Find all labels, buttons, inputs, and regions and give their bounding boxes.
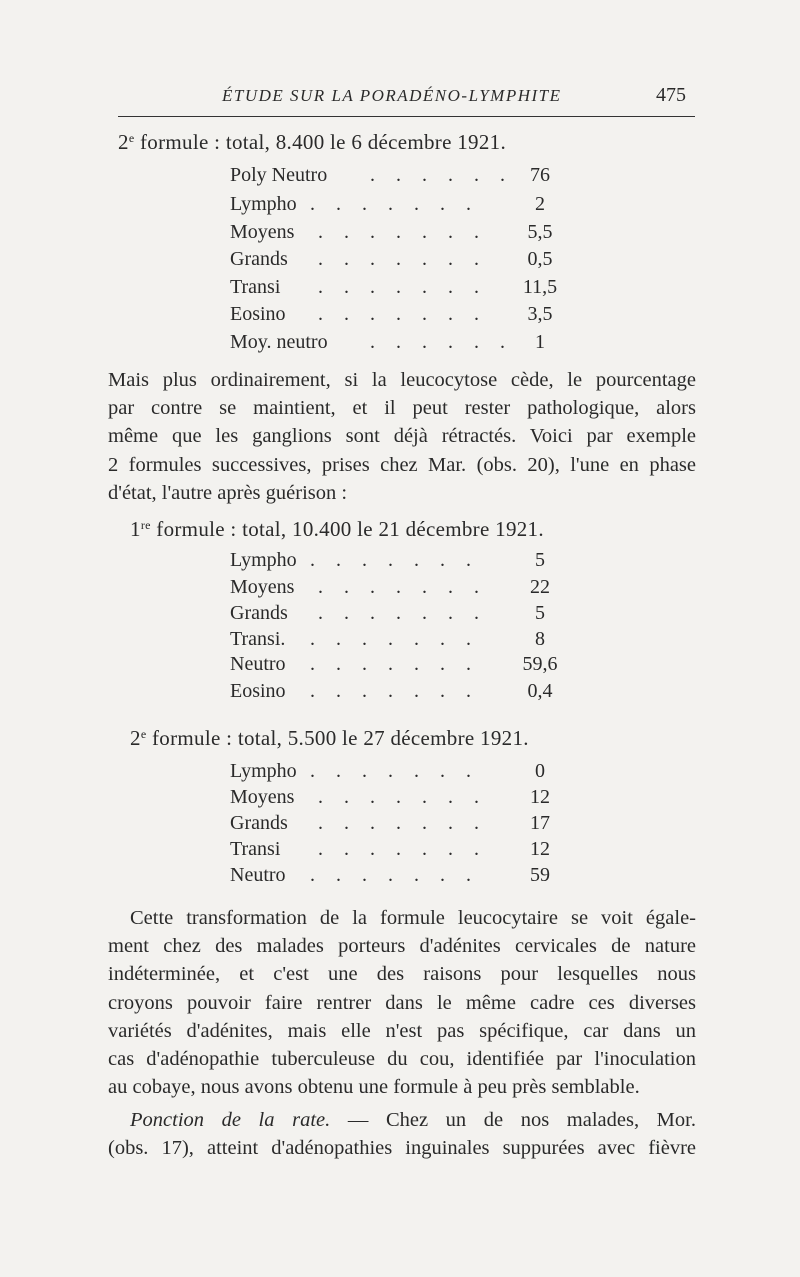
formula-2-number: 1 (130, 517, 141, 541)
text-line: par contre se maintient, et il peut rester pathologique, alors (108, 397, 696, 420)
text-line: d'état, l'autre après guérison : (108, 481, 348, 504)
row-label: Poly Neutro (230, 164, 328, 186)
row-label: Neutro (230, 864, 286, 886)
paragraph-1 (108, 366, 696, 507)
formula-3-row (230, 864, 575, 890)
row-dots: . . . . . . . (318, 838, 487, 860)
row-value: 76 (530, 164, 550, 186)
formula-1-row (230, 248, 575, 274)
formula-2-row (230, 549, 575, 575)
row-value: 22 (530, 576, 550, 598)
row-dots: . . . . . . (370, 331, 513, 353)
row-dots: . . . . . . . (310, 549, 479, 571)
row-dots: . . . . . . . (318, 602, 487, 624)
text-line: cas d'adénopathie tuberculeuse du cou, identifiée par l'inoculation (108, 1047, 696, 1070)
row-label: Eosino (230, 680, 286, 702)
formula-3-ordinal: e (140, 727, 147, 741)
formula-3-row (230, 838, 575, 864)
running-header-title: ÉTUDE SUR LA PORADÉNO-LYMPHITE (222, 86, 562, 105)
row-value: 12 (530, 838, 550, 860)
row-value: 0 (535, 760, 545, 782)
formula-2-row (230, 653, 575, 679)
formula-2-heading (130, 517, 544, 542)
row-label: Moy. neutro (230, 331, 328, 353)
text-line: au cobaye, nous avons obtenu une formule à peu près semblable. (108, 1076, 640, 1099)
row-dots: . . . . . . . (310, 680, 479, 702)
text-line: (obs. 17), atteint d'adénopathies inguinales suppurées avec fièvre (108, 1137, 696, 1160)
row-dots: . . . . . . . (310, 628, 479, 650)
formula-2-text: formule : total, 10.400 le 21 décembre 1921. (150, 517, 544, 541)
row-dots: . . . . . . . (318, 786, 487, 808)
row-label: Transi (230, 276, 281, 298)
formula-1-row (230, 276, 575, 302)
row-dots: . . . . . . . (318, 276, 487, 298)
formula-3-row (230, 812, 575, 838)
row-label: Moyens (230, 576, 295, 598)
row-value: 5,5 (527, 221, 553, 243)
text-line: croyons pouvoir faire rentrer dans le même cadre ces diverses (108, 991, 696, 1014)
text-line: indéterminée, et c'est une des raisons pour lesquelles nous (108, 963, 696, 986)
row-label: Lympho (230, 760, 297, 782)
row-label: Transi (230, 838, 281, 860)
formula-3-row (230, 760, 575, 786)
row-label: Eosino (230, 303, 286, 325)
row-value: 5 (535, 549, 545, 571)
formula-1-row (230, 303, 575, 329)
row-value: 0,5 (527, 248, 553, 270)
row-label: Moyens (230, 221, 295, 243)
formula-3-row (230, 786, 575, 812)
row-value: 8 (535, 628, 545, 650)
row-value: 5 (535, 602, 545, 624)
row-value: 11,5 (522, 276, 558, 298)
row-dots: . . . . . . . (310, 864, 479, 886)
row-dots: . . . . . . . (318, 303, 487, 325)
row-value: 59,6 (522, 653, 558, 675)
row-label: Neutro (230, 653, 286, 675)
formula-1-text: formule : total, 8.400 le 6 décembre 1921. (134, 130, 507, 154)
row-label: Grands (230, 248, 288, 270)
row-dots: . . . . . . . (310, 653, 479, 675)
row-label: Grands (230, 602, 288, 624)
page-number: 475 (656, 84, 686, 106)
formula-1-row (230, 331, 575, 357)
row-dots: . . . . . . . (310, 760, 479, 782)
header-rule (118, 116, 695, 117)
formula-2-row (230, 602, 575, 628)
formula-2-row (230, 680, 575, 706)
row-dots: . . . . . . . (310, 193, 479, 215)
row-label: Moyens (230, 786, 295, 808)
formula-1-ordinal: e (128, 131, 135, 145)
row-label: Transi. (230, 628, 286, 650)
text-line: Mais plus ordinairement, si la leucocytose cède, le pourcentage (108, 369, 696, 391)
formula-3-number: 2 (130, 726, 141, 750)
row-label: Lympho (230, 193, 297, 215)
text-line: 2 formules successives, prises chez Mar. (obs. 20), l'une en phase (108, 453, 696, 476)
section-lead: Ponction de la rate. (130, 1109, 331, 1131)
section-lead-rest: — Chez un de nos malades, Mor. (330, 1109, 696, 1131)
row-value: 1 (535, 331, 545, 353)
row-value: 59 (530, 864, 550, 886)
row-value: 17 (530, 812, 550, 834)
row-label: Lympho (230, 549, 297, 571)
formula-1-heading (118, 130, 506, 155)
text-line: variétés d'adénites, mais elle n'est pas spécifique, car dans un (108, 1019, 696, 1042)
row-dots: . . . . . . . (318, 812, 487, 834)
formula-3-heading (130, 726, 529, 751)
paragraph-3 (108, 1106, 696, 1162)
formula-2-row (230, 576, 575, 602)
formula-1-row (230, 193, 575, 219)
row-dots: . . . . . . (370, 164, 513, 186)
formula-1-row (230, 164, 575, 190)
formula-3-text: formule : total, 5.500 le 27 décembre 1921. (146, 726, 529, 750)
row-value: 12 (530, 786, 550, 808)
formula-2-ordinal: re (140, 518, 151, 532)
formula-1-number: 2 (118, 130, 129, 154)
row-value: 3,5 (527, 303, 553, 325)
text-line: même que les ganglions sont déjà rétractés. Voici par exemple (108, 425, 696, 448)
row-label: Grands (230, 812, 288, 834)
text-line: ment chez des malades porteurs d'adénites cervicales de nature (108, 935, 696, 958)
formula-2-row (230, 628, 575, 654)
row-dots: . . . . . . . (318, 576, 487, 598)
row-dots: . . . . . . . (318, 221, 487, 243)
text-line (108, 1106, 696, 1134)
text-line: Cette transformation de la formule leucocytaire se voit égale- (130, 907, 696, 929)
formula-1-row (230, 221, 575, 247)
row-value: 0,4 (527, 680, 553, 702)
row-value: 2 (535, 193, 545, 215)
row-dots: . . . . . . . (318, 248, 487, 270)
paragraph-2 (108, 904, 696, 1101)
